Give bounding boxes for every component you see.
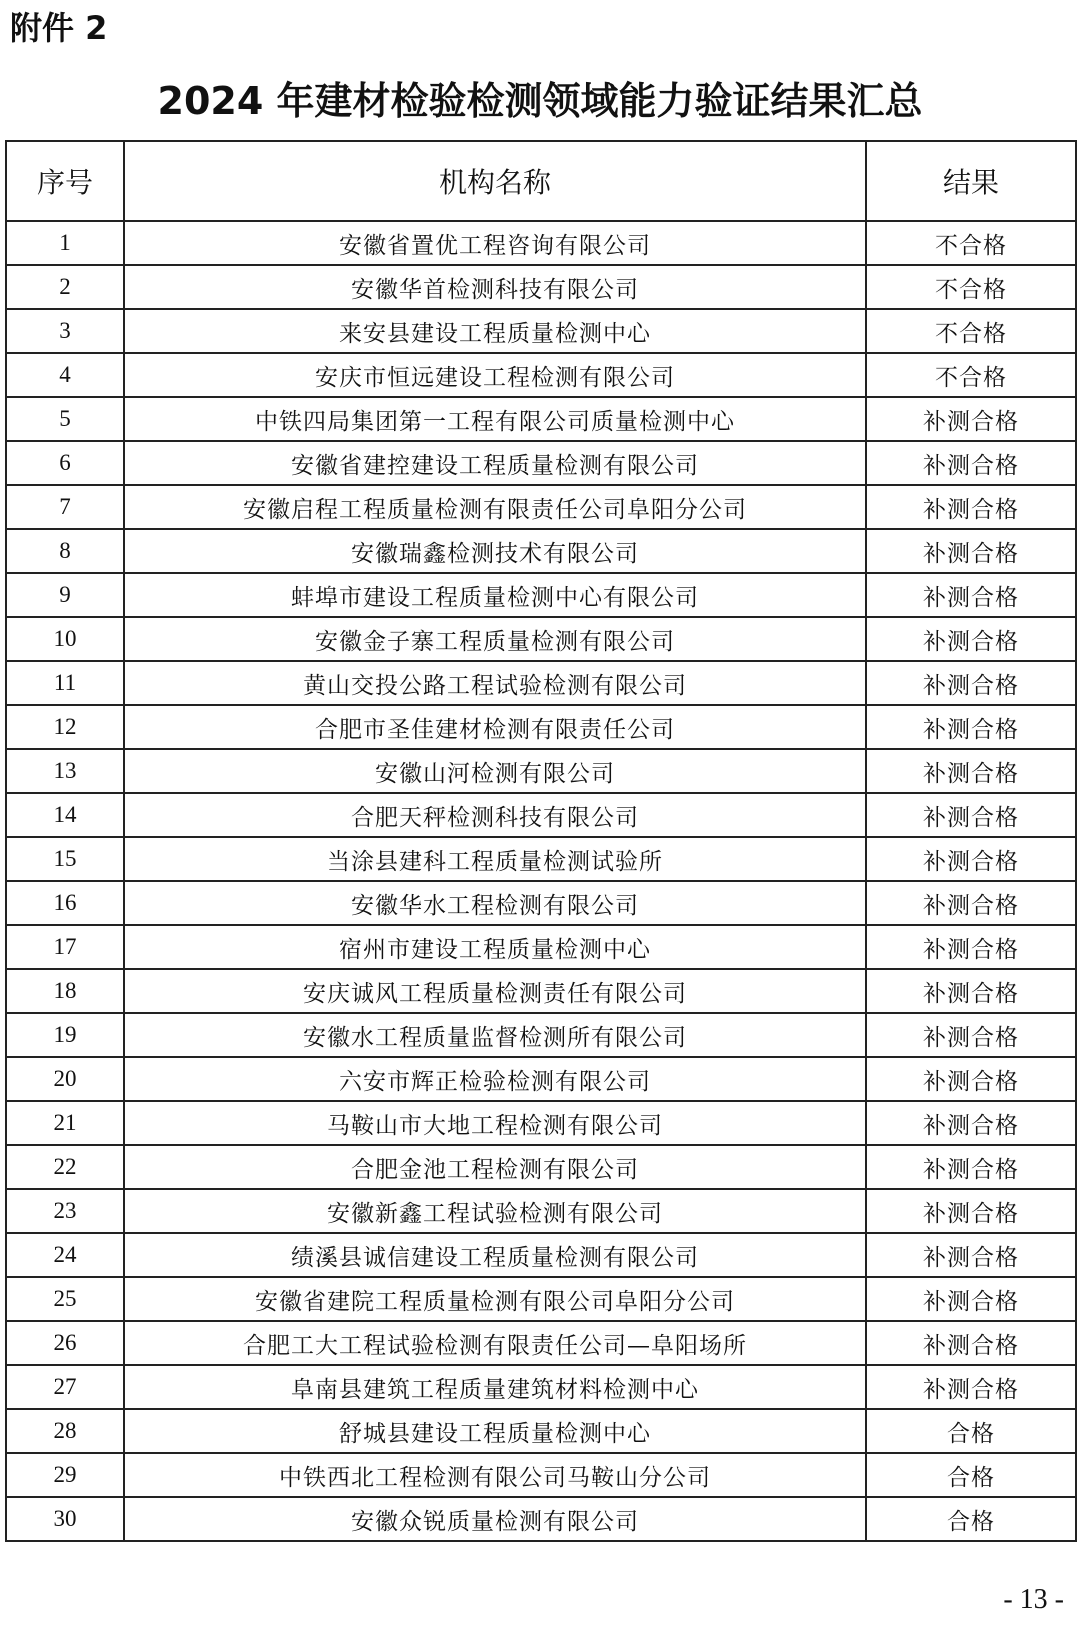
table-row [6, 1101, 1076, 1145]
table-row [6, 1013, 1076, 1057]
table-row [6, 969, 1076, 1013]
row-number: 11 [6, 661, 124, 705]
row-number: 7 [6, 485, 124, 529]
organization-name: 安徽新鑫工程试验检测有限公司 [124, 1189, 866, 1233]
result-value: 补测合格 [866, 485, 1076, 529]
row-number: 20 [6, 1057, 124, 1101]
result-value: 补测合格 [866, 1189, 1076, 1233]
table-row [6, 573, 1076, 617]
organization-name: 绩溪县诚信建设工程质量检测有限公司 [124, 1233, 866, 1277]
table-row [6, 661, 1076, 705]
organization-name: 六安市辉正检验检测有限公司 [124, 1057, 866, 1101]
row-number: 12 [6, 705, 124, 749]
attachment-label: 附件 2 [10, 9, 108, 47]
organization-name: 中铁西北工程检测有限公司马鞍山分公司 [124, 1453, 866, 1497]
row-number: 8 [6, 529, 124, 573]
table-row [6, 441, 1076, 485]
row-number: 21 [6, 1101, 124, 1145]
row-number: 2 [6, 265, 124, 309]
result-value: 补测合格 [866, 397, 1076, 441]
result-value: 补测合格 [866, 1233, 1076, 1277]
result-value: 补测合格 [866, 661, 1076, 705]
row-number: 23 [6, 1189, 124, 1233]
organization-name: 来安县建设工程质量检测中心 [124, 309, 866, 353]
table-row [6, 1453, 1076, 1497]
organization-name: 合肥金池工程检测有限公司 [124, 1145, 866, 1189]
table-row [6, 1189, 1076, 1233]
row-number: 6 [6, 441, 124, 485]
table-row [6, 1409, 1076, 1453]
results-table [5, 140, 1077, 1542]
result-value: 补测合格 [866, 969, 1076, 1013]
result-value: 补测合格 [866, 573, 1076, 617]
table-row [6, 1497, 1076, 1541]
organization-name: 安徽省置优工程咨询有限公司 [124, 221, 866, 265]
table-row [6, 265, 1076, 309]
result-value: 补测合格 [866, 705, 1076, 749]
organization-name: 宿州市建设工程质量检测中心 [124, 925, 866, 969]
row-number: 4 [6, 353, 124, 397]
page-number: - 13 - [1003, 1584, 1064, 1615]
row-number: 19 [6, 1013, 124, 1057]
row-number: 10 [6, 617, 124, 661]
result-value: 补测合格 [866, 881, 1076, 925]
row-number: 30 [6, 1497, 124, 1541]
header-result: 结果 [866, 141, 1076, 221]
result-value: 补测合格 [866, 1365, 1076, 1409]
result-value: 补测合格 [866, 617, 1076, 661]
result-value: 合格 [866, 1453, 1076, 1497]
result-value: 合格 [866, 1409, 1076, 1453]
organization-name: 安徽山河检测有限公司 [124, 749, 866, 793]
table-body [6, 221, 1076, 1541]
row-number: 9 [6, 573, 124, 617]
row-number: 18 [6, 969, 124, 1013]
table-row [6, 1233, 1076, 1277]
result-value: 补测合格 [866, 1057, 1076, 1101]
row-number: 13 [6, 749, 124, 793]
result-value: 不合格 [866, 353, 1076, 397]
table-row [6, 617, 1076, 661]
organization-name: 安徽省建院工程质量检测有限公司阜阳分公司 [124, 1277, 866, 1321]
table-row [6, 353, 1076, 397]
row-number: 26 [6, 1321, 124, 1365]
organization-name: 安徽瑞鑫检测技术有限公司 [124, 529, 866, 573]
row-number: 27 [6, 1365, 124, 1409]
row-number: 22 [6, 1145, 124, 1189]
organization-name: 安徽众锐质量检测有限公司 [124, 1497, 866, 1541]
result-value: 不合格 [866, 221, 1076, 265]
table-row [6, 925, 1076, 969]
row-number: 25 [6, 1277, 124, 1321]
header-number: 序号 [6, 141, 124, 221]
row-number: 17 [6, 925, 124, 969]
table-row [6, 749, 1076, 793]
organization-name: 合肥工大工程试验检测有限责任公司—阜阳场所 [124, 1321, 866, 1365]
result-value: 合格 [866, 1497, 1076, 1541]
result-value: 补测合格 [866, 1013, 1076, 1057]
organization-name: 合肥市圣佳建材检测有限责任公司 [124, 705, 866, 749]
row-number: 29 [6, 1453, 124, 1497]
row-number: 24 [6, 1233, 124, 1277]
organization-name: 安徽华首检测科技有限公司 [124, 265, 866, 309]
table-row [6, 1057, 1076, 1101]
row-number: 5 [6, 397, 124, 441]
table-row [6, 397, 1076, 441]
table-row [6, 309, 1076, 353]
result-value: 不合格 [866, 265, 1076, 309]
organization-name: 安徽启程工程质量检测有限责任公司阜阳分公司 [124, 485, 866, 529]
table-row [6, 837, 1076, 881]
row-number: 3 [6, 309, 124, 353]
result-value: 补测合格 [866, 1101, 1076, 1145]
table-row [6, 221, 1076, 265]
organization-name: 安徽水工程质量监督检测所有限公司 [124, 1013, 866, 1057]
result-value: 不合格 [866, 309, 1076, 353]
result-value: 补测合格 [866, 1145, 1076, 1189]
organization-name: 安徽省建控建设工程质量检测有限公司 [124, 441, 866, 485]
table-row [6, 1277, 1076, 1321]
organization-name: 中铁四局集团第一工程有限公司质量检测中心 [124, 397, 866, 441]
organization-name: 安庆市恒远建设工程检测有限公司 [124, 353, 866, 397]
table-row [6, 1145, 1076, 1189]
row-number: 14 [6, 793, 124, 837]
result-value: 补测合格 [866, 793, 1076, 837]
organization-name: 马鞍山市大地工程检测有限公司 [124, 1101, 866, 1145]
row-number: 16 [6, 881, 124, 925]
organization-name: 安徽金子寨工程质量检测有限公司 [124, 617, 866, 661]
table-row [6, 705, 1076, 749]
result-value: 补测合格 [866, 837, 1076, 881]
table-row [6, 1365, 1076, 1409]
organization-name: 安徽华水工程检测有限公司 [124, 881, 866, 925]
document-title: 2024 年建材检验检测领域能力验证结果汇总 [157, 79, 923, 123]
organization-name: 合肥天秤检测科技有限公司 [124, 793, 866, 837]
organization-name: 当涂县建科工程质量检测试验所 [124, 837, 866, 881]
organization-name: 黄山交投公路工程试验检测有限公司 [124, 661, 866, 705]
table-row [6, 1321, 1076, 1365]
organization-name: 蚌埠市建设工程质量检测中心有限公司 [124, 573, 866, 617]
result-value: 补测合格 [866, 441, 1076, 485]
header-organization-name: 机构名称 [124, 141, 866, 221]
result-value: 补测合格 [866, 749, 1076, 793]
result-value: 补测合格 [866, 1277, 1076, 1321]
table-header-row [6, 141, 1076, 221]
organization-name: 舒城县建设工程质量检测中心 [124, 1409, 866, 1453]
row-number: 28 [6, 1409, 124, 1453]
table-row [6, 529, 1076, 573]
row-number: 1 [6, 221, 124, 265]
organization-name: 阜南县建筑工程质量建筑材料检测中心 [124, 1365, 866, 1409]
organization-name: 安庆诚风工程质量检测责任有限公司 [124, 969, 866, 1013]
table-row [6, 485, 1076, 529]
row-number: 15 [6, 837, 124, 881]
result-value: 补测合格 [866, 529, 1076, 573]
table-row [6, 881, 1076, 925]
result-value: 补测合格 [866, 1321, 1076, 1365]
result-value: 补测合格 [866, 925, 1076, 969]
table-row [6, 793, 1076, 837]
